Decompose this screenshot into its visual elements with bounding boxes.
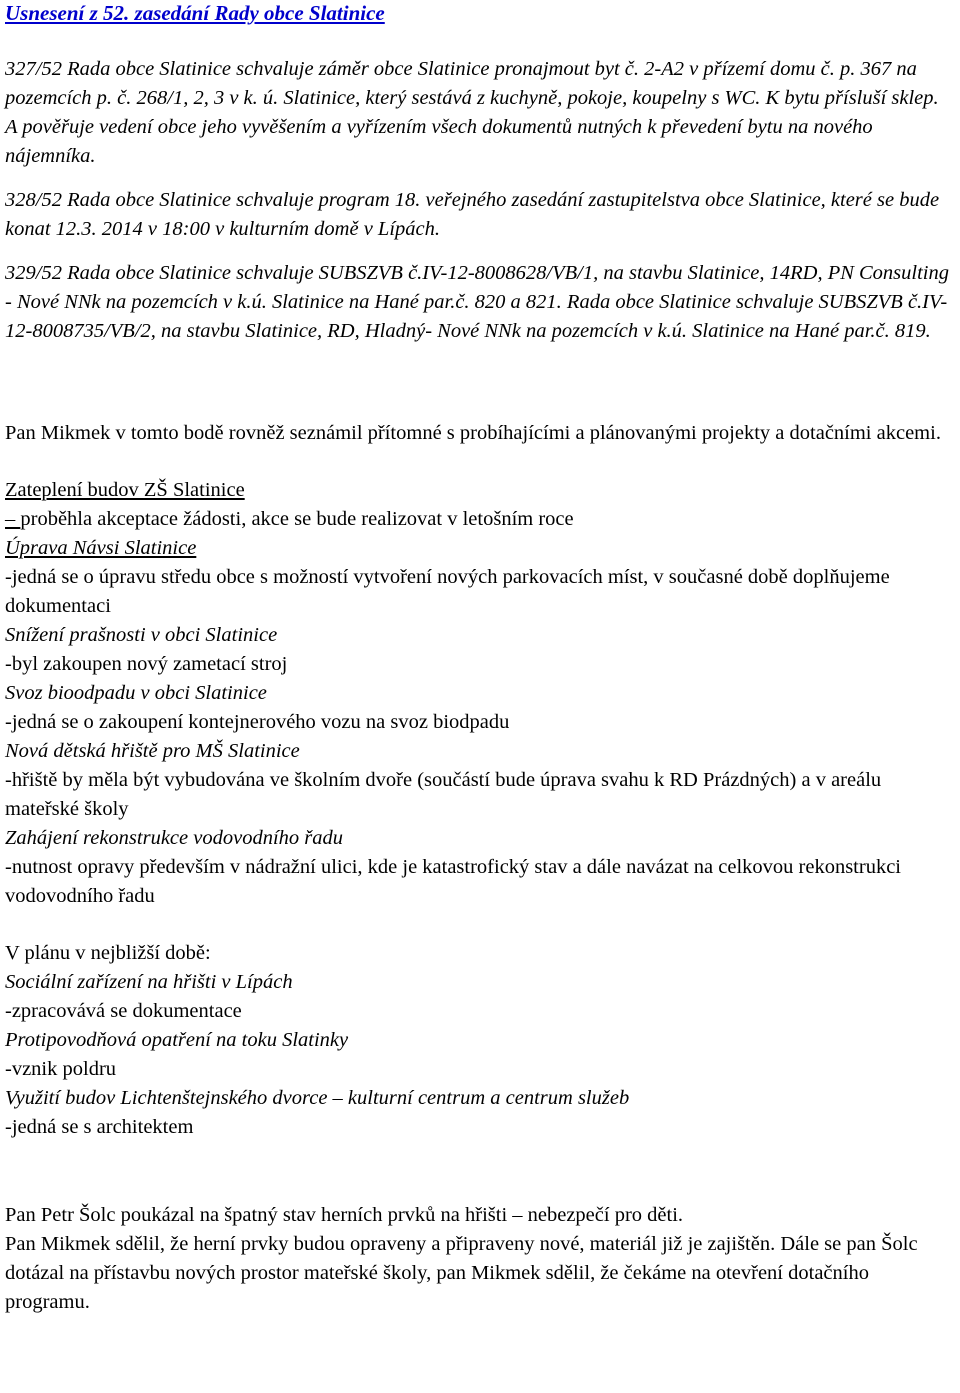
resolution-328: 328/52 Rada obce Slatinice schvaluje program 18. veřejného zasedání zastupitelstva obce Slatinice, které se bude konat 12.3. 2014 v 18:00 v kulturním domě v Lípách.	[5, 189, 940, 240]
document-title: Usnesení z 52. zasedání Rady obce Slatinice	[5, 1, 385, 25]
project-title: Snížení prašnosti v obci Slatinice	[5, 624, 278, 646]
project-title: Úprava Návsi Slatinice	[5, 537, 197, 559]
project-title: Zateplení budov ZŠ Slatinice	[5, 479, 245, 501]
project-text-body: proběhla akceptace žádosti, akce se bude realizovat v letošním roce	[20, 508, 574, 530]
plan-heading: V plánu v nejbližší době:	[5, 942, 211, 964]
project-text	[5, 505, 955, 534]
plan-item-title: Sociální zařízení na hřišti v Lípách	[5, 971, 293, 993]
project-title: Zahájení rekonstrukce vodovodního řadu	[5, 827, 343, 849]
document-page	[5, 0, 955, 1317]
project-title: Svoz bioodpadu v obci Slatinice	[5, 682, 267, 704]
dash-underlined: –	[5, 508, 21, 530]
project-text: -byl zakoupen nový zametací stroj	[5, 653, 288, 675]
projects-list	[5, 476, 955, 911]
project-text: -jedná se o zakoupení kontejnerového vozu na svoz biodpadu	[5, 711, 510, 733]
project-title: Nová dětská hřiště pro MŠ Slatinice	[5, 740, 300, 762]
plan-item-text: -jedná se s architektem	[5, 1116, 194, 1138]
resolution-327: 327/52 Rada obce Slatinice schvaluje záměr obce Slatinice pronajmout byt č. 2-A2 v přízemí domu č. p. 367 na pozemcích p. č. 268/1, 2, 3 v k. ú. Slatinice, který sestává z kuchyně, pokoje, koupelny s WC. K bytu přísluší sklep. A pověřuje vedení obce jeho vyvěšením a vyřízením všech dokumentů nutných k převedení bytu na nového nájemníka.	[5, 58, 939, 167]
project-text: -nutnost opravy především v nádražní ulici, kde je katastrofický stav a dále navázat na celkovou rekonstrukci vodovodního řadu	[5, 856, 901, 907]
plan-item-title: Využití budov Lichtenštejnského dvorce – kulturní centrum a centrum služeb	[5, 1087, 630, 1109]
plan-section	[5, 939, 955, 1142]
projects-intro: Pan Mikmek v tomto bodě rovněž seznámil přítomné s probíhajícími a plánovanými projekty a dotačními akcemi.	[5, 422, 941, 444]
closing-section	[5, 1201, 955, 1317]
plan-item-text: -vznik poldru	[5, 1058, 117, 1080]
closing-paragraph: Pan Petr Šolc poukázal na špatný stav herních prvků na hřišti – nebezpečí pro děti.	[5, 1204, 684, 1226]
closing-paragraph: Pan Mikmek sdělil, že herní prvky budou opraveny a připraveny nové, materiál již je zajištěn. Dále se pan Šolc dotázal na přístavbu nových prostor mateřské školy, pan Mikmek sdělil, že čekáme na otevření dotačního programu.	[5, 1233, 918, 1313]
plan-item-title: Protipovodňová opatření na toku Slatinky	[5, 1029, 349, 1051]
project-text: -jedná se o úpravu středu obce s možností vytvoření nových parkovacích míst, v současné době doplňujeme dokumentaci	[5, 566, 890, 617]
project-text: -hřiště by měla být vybudována ve školním dvoře (součástí bude úprava svahu k RD Prázdných) a v areálu mateřské školy	[5, 769, 882, 820]
plan-item-text: -zpracovává se dokumentace	[5, 1000, 242, 1022]
resolution-329: 329/52 Rada obce Slatinice schvaluje SUBSZVB č.IV-12-8008628/VB/1, na stavbu Slatinice, 14RD, PN Consulting - Nové NNk na pozemcích v k.ú. Slatinice na Hané par.č. 820 a 821. Rada obce Slatinice schvaluje SUBSZVB č.IV-12-8008735/VB/2, na stavbu Slatinice, RD, Hladný- Nové NNk na pozemcích v k.ú. Slatinice na Hané par.č. 819.	[5, 262, 950, 342]
